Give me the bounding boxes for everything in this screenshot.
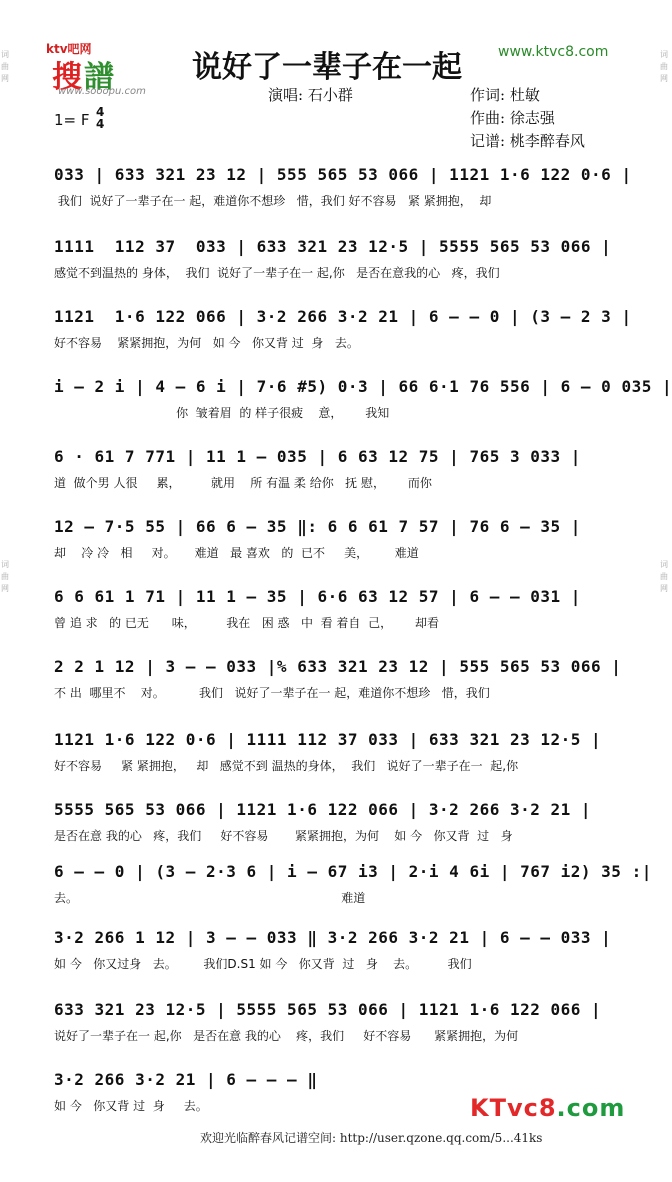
score-row	[54, 307, 632, 353]
lyricist-credit: 作词: 杜敏	[470, 86, 540, 104]
lyrics-line: 是否在意 我的心 疼，我们 好不容易 紧紧拥抱，为何 如 今 你又背 过 身	[54, 829, 513, 843]
score-row	[54, 800, 610, 846]
lyrics-line: 感觉不到温热的 身体， 我们 说好了一辈子在一 起,你 是否在意我的心 疼，我们	[54, 266, 500, 280]
notation-line: i – 2 i | 4 – 6 i | 7·6 #5) 0·3 | 66 6·1 76 556 | 6 – 0 035 |	[54, 377, 672, 396]
lyrics-line: 不 出 哪里不 对。 我们 说好了一辈子在一 起，难道你不想珍 惜，我们	[54, 686, 490, 700]
watermark-char: 词	[660, 560, 668, 569]
logo-url: www.sooopu.com	[58, 86, 146, 97]
score-row	[54, 730, 610, 776]
lyrics-line: 好不容易 紧 紧拥抱， 却 感觉不到 温热的身体， 我们 说好了一辈子在一 起,你	[54, 759, 519, 773]
notation-line: 3·2 266 1 12 | 3 – – 033 ‖ 3·2 266 3·2 21 | 6 – – 033 |	[54, 928, 612, 947]
watermark-char: 网	[660, 584, 668, 593]
watermark-char: 词	[1, 560, 9, 569]
score-row	[54, 447, 610, 493]
notation-line: 6 – – 0 | (3 – 2·3 6 | i – 67 i3 | 2·i 4 6i | 767 i2) 35 :|	[54, 862, 652, 881]
notation-line: 1121 1·6 122 0·6 | 1111 112 37 033 | 633 321 23 12·5 |	[54, 730, 602, 749]
lyrics-line: 我们 说好了一辈子在一 起，难道你不想珍 惜，我们 好不容易 紧 紧拥抱， 却	[54, 194, 492, 208]
lyrics-line: 曾 追 求 的 已无 味， 我在 困 惑 中 看 着自 己， 却看	[54, 616, 439, 630]
lyrics-line: 好不容易 紧紧拥抱，为何 如 今 你又背 过 身 去。	[54, 336, 359, 350]
lyrics-line: 去。 难道	[54, 891, 366, 905]
watermark-char: 曲	[1, 572, 9, 581]
sooopu-logo[interactable]	[46, 40, 166, 98]
logo-text: 搜譜	[52, 60, 116, 95]
notation-line: 2 2 1 12 | 3 – – 033 |% 633 321 23 12 | 555 565 53 066 |	[54, 657, 622, 676]
lyrics-line: 如 今 你又背 过 身 去。	[54, 1099, 208, 1113]
singer-credit: 演唱: 石小群	[268, 86, 353, 104]
watermark-char: 网	[1, 584, 9, 593]
notation-line: 3·2 266 3·2 21 | 6 – – – ‖	[54, 1070, 318, 1089]
score-row	[54, 587, 610, 633]
watermark-char: 网	[1, 74, 9, 83]
site-url[interactable]: www.ktvc8.com	[498, 44, 609, 60]
ktvc8-logo[interactable]: KTvc8.com	[470, 1094, 626, 1122]
left-watermark-strip	[0, 0, 10, 1182]
score-row	[54, 237, 610, 283]
score-row	[54, 517, 610, 563]
notation-line: 633 321 23 12·5 | 5555 565 53 066 | 1121 1·6 122 066 |	[54, 1000, 602, 1019]
lyrics-line: 道 做个男 人很 累， 就用 所 有温 柔 给你 抚 慰， 而你	[54, 476, 432, 490]
song-title: 说好了一辈子在一起	[192, 50, 462, 85]
notation-line: 12 – 7·5 55 | 66 6 – 35 ‖: 6 6 61 7 57 | 76 6 – 35 |	[54, 517, 581, 536]
watermark-char: 词	[1, 50, 9, 59]
watermark-char: 曲	[660, 62, 668, 71]
composer-credit: 作曲: 徐志强	[470, 109, 555, 127]
score-row	[54, 928, 610, 974]
notation-line: 6 6 61 1 71 | 11 1 – 35 | 6·6 63 12 57 | 6 – – 031 |	[54, 587, 581, 606]
score-row	[54, 862, 652, 908]
time-signature: 4 4	[96, 105, 105, 131]
score-row	[54, 165, 632, 211]
notation-line: 6 · 61 7 771 | 11 1 – 035 | 6 63 12 75 | 765 3 033 |	[54, 447, 581, 466]
notation-line: 1111 112 37 033 | 633 321 23 12·5 | 5555 565 53 066 |	[54, 237, 612, 256]
lyrics-line: 说好了一辈子在一 起,你 是否在意 我的心 疼，我们 好不容易 紧紧拥抱，为何	[54, 1029, 519, 1043]
watermark-char: 曲	[660, 572, 668, 581]
right-watermark-strip	[659, 0, 669, 1182]
watermark-char: 网	[660, 74, 668, 83]
score-row	[54, 377, 672, 423]
transcriber-credit: 记谱: 桃李醉春风	[470, 132, 585, 150]
lyrics-line: 却 冷 冷 相 对。 难道 最 喜欢 的 已不 美， 难道	[54, 546, 419, 560]
notation-line: 033 | 633 321 23 12 | 555 565 53 066 | 1121 1·6 122 0·6 |	[54, 165, 632, 184]
score-row	[54, 657, 622, 703]
notation-line: 1121 1·6 122 066 | 3·2 266 3·2 21 | 6 – – 0 | (3 – 2 3 |	[54, 307, 632, 326]
key-signature: 1= F	[54, 111, 90, 129]
lyrics-line: 如 今 你又过身 去。 我们D.S1 如 今 你又背 过 身 去。 我们	[54, 957, 472, 971]
notation-line: 5555 565 53 066 | 1121 1·6 122 066 | 3·2 266 3·2 21 |	[54, 800, 592, 819]
watermark-char: 词	[660, 50, 668, 59]
lyrics-line: 你 皱着眉 的 样子很疲 意， 我知	[54, 406, 390, 420]
logo-tag: ktv吧网	[46, 42, 92, 56]
footer-credit: 欢迎光临醉春风记谱空间: http://user.qzone.qq.com/5...41ks	[200, 1131, 543, 1145]
score-row	[54, 1000, 610, 1046]
watermark-char: 曲	[1, 62, 9, 71]
